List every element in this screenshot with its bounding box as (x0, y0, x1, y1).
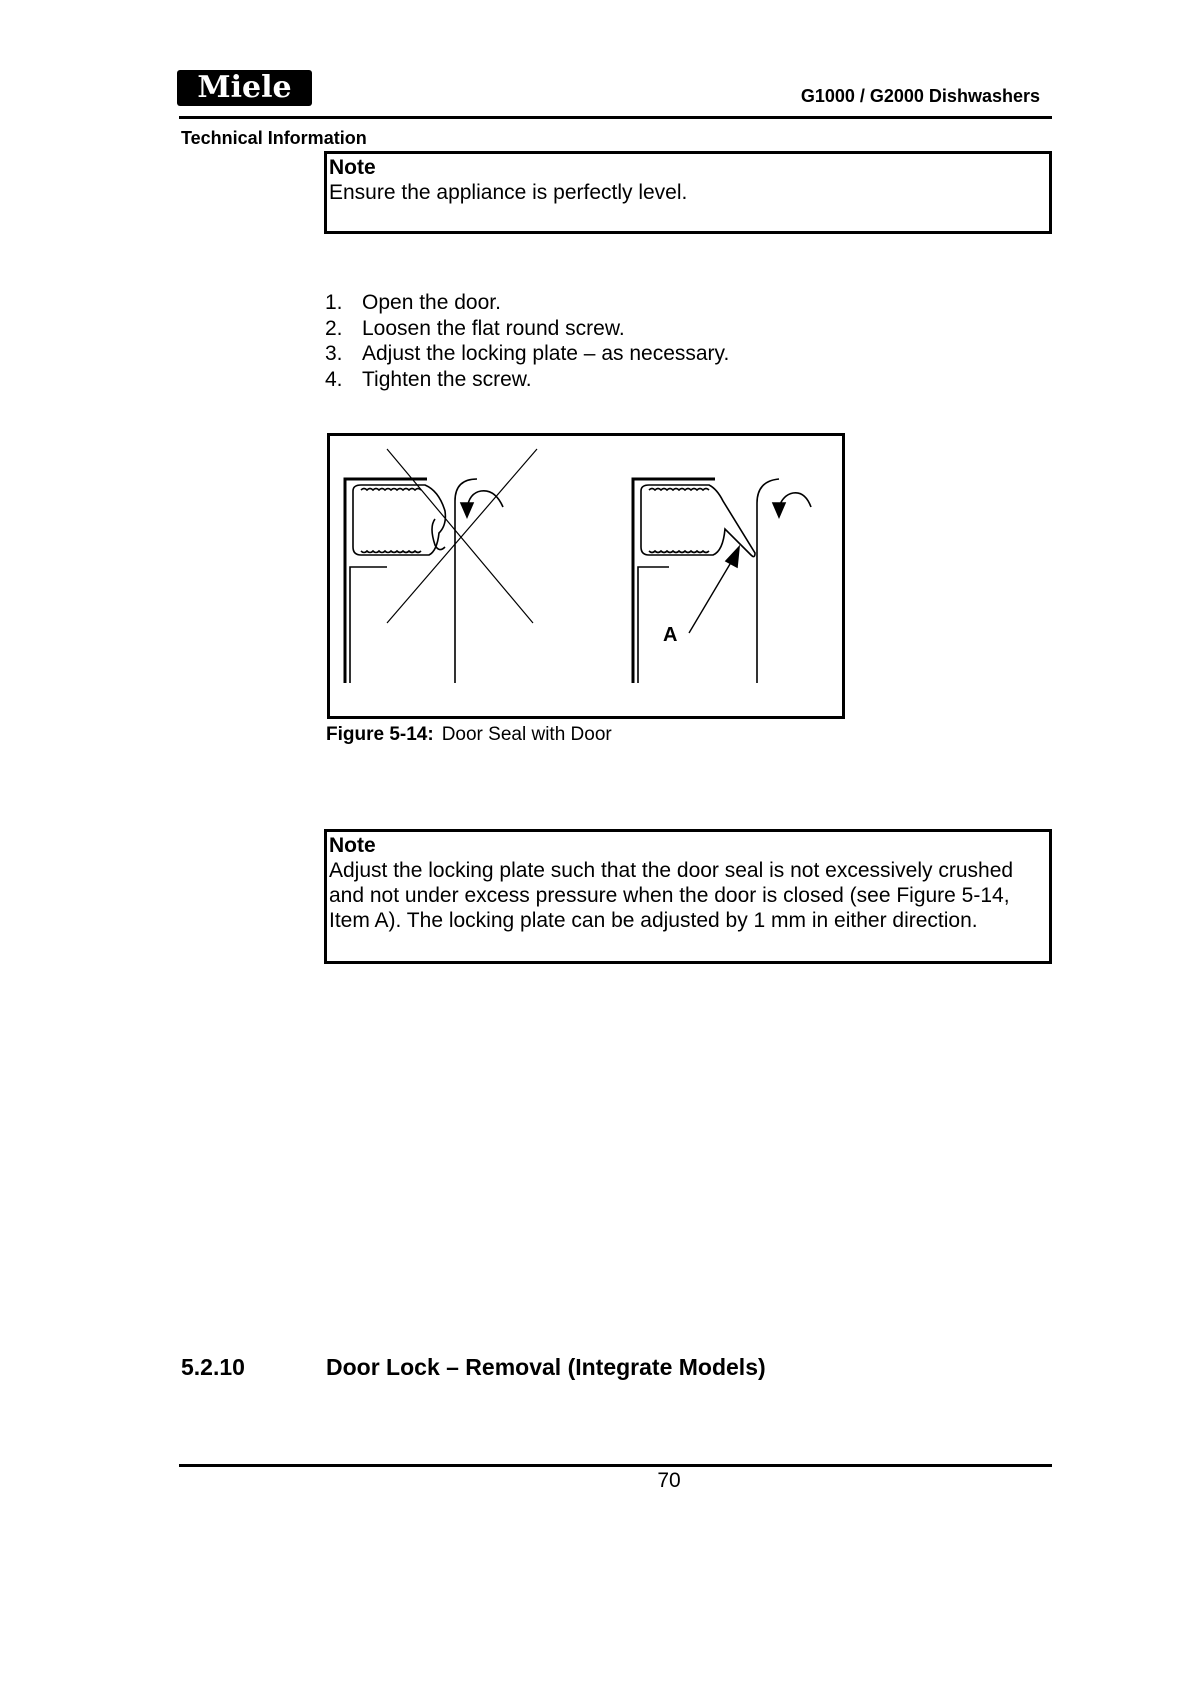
figure-caption (326, 724, 612, 746)
door-seal-figure (327, 433, 845, 719)
step-number: 4. (325, 367, 343, 391)
list-item (325, 367, 729, 393)
note-title: Note (329, 156, 376, 179)
note-text: Ensure the appliance is perfectly level. (329, 181, 688, 204)
section-title: Door Lock – Removal (Integrate Models) (326, 1354, 766, 1380)
note-line: Item A). The locking plate can be adjusted by 1 mm in either direction. (329, 909, 978, 932)
note-line: Adjust the locking plate such that the door seal is not excessively crushed (329, 859, 1014, 882)
step-text: Loosen the flat round screw. (362, 316, 625, 340)
callout-label-a: A (663, 624, 678, 646)
page-number: 70 (657, 1469, 681, 1492)
note-box-level (324, 151, 1052, 234)
step-number: 2. (325, 316, 343, 340)
footer-divider (179, 1464, 1052, 1467)
list-item (325, 316, 729, 342)
header-divider (179, 116, 1052, 119)
figure-frame (329, 435, 844, 718)
procedure-steps (325, 290, 729, 392)
step-text: Adjust the locking plate – as necessary. (362, 342, 730, 365)
document-title: G1000 / G2000 Dishwashers (800, 86, 1040, 106)
note-line: and not under excess pressure when the door is closed (see Figure 5-14, (329, 884, 1010, 907)
note-title: Note (329, 834, 376, 857)
step-text: Open the door. (362, 291, 501, 314)
logo-text: Miele (197, 70, 292, 105)
caption-text: Door Seal with Door (441, 724, 612, 745)
list-item (325, 341, 729, 367)
step-number: 1. (325, 291, 343, 314)
section-number: 5.2.10 (181, 1354, 245, 1380)
list-item (325, 290, 729, 316)
caption-label: Figure 5-14: (326, 724, 434, 745)
miele-logo (177, 70, 312, 106)
step-number: 3. (325, 342, 343, 365)
section-label: Technical Information (181, 128, 367, 148)
step-text: Tighten the screw. (362, 367, 532, 391)
note-box-locking-plate (324, 829, 1052, 964)
